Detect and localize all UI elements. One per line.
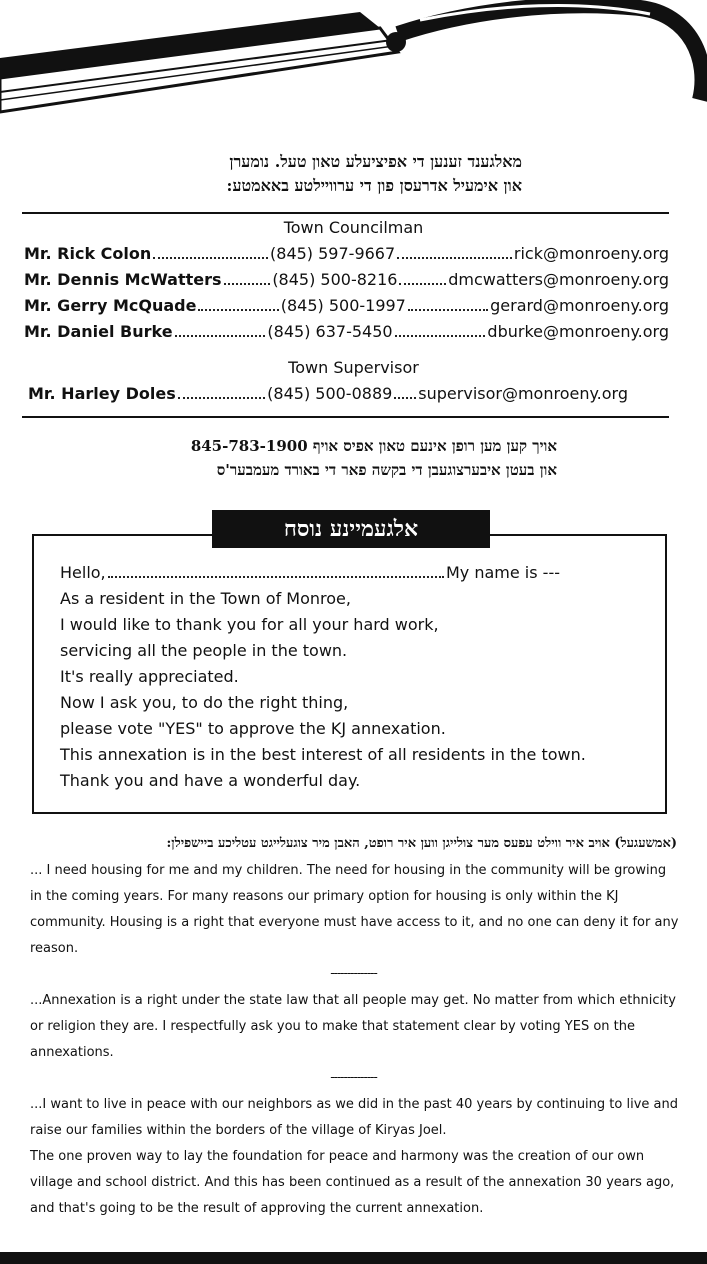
sample-paragraph: ...I want to live in peace with our neighbors as we did in the past 40 years by continuing to live and raise our families within the borders of the village of Kiryas Joel. The one proven way to lay the foundation for peace and harmony was the creation of our own village and school district. And this has been continued as a result of the annexation 30 years ago, and that's going to be the result of approving the current annexation.	[30, 1097, 678, 1216]
sample-paragraph: ...Annexation is a right under the state law that all people may get. No matter from which ethnicity or religion they are. I respectfully ask you to make that statement clear by voting YES on the annexations.	[30, 993, 676, 1060]
call-line: אויך קען מען רופן אינעם טאון אפיס אויף 845-783-1900	[190, 437, 557, 455]
member-name: Mr. Dennis McWatters	[24, 270, 222, 289]
member-email: dburke@monroeny.org	[487, 322, 670, 341]
dot-leader	[395, 323, 486, 337]
supervisor-row	[28, 384, 628, 408]
dot-leader	[408, 297, 488, 311]
hello-text: Hello,	[60, 563, 106, 582]
member-phone: (845) 500-8216	[272, 270, 398, 289]
member-phone: (845) 597-9667	[270, 244, 396, 263]
dot-leader	[153, 245, 268, 259]
council-title: Town Councilman	[283, 218, 424, 237]
divider	[22, 212, 669, 214]
council-member-row	[24, 296, 669, 320]
member-email: rick@monroeny.org	[513, 244, 670, 263]
my-name-text: My name is ---	[445, 563, 560, 582]
dot-leader	[397, 245, 512, 259]
letter-line: This annexation is in the best interest of all residents in the town.	[60, 745, 586, 764]
samples-intro-hebrew: (אמשעגעל) אויב איר ווילט עפעס מער צולייגן ווען איר רופט, האבן מיר צוגעלייגט עטליכע ביישפילן:	[166, 836, 677, 851]
intro-text-hebrew	[227, 150, 522, 198]
member-email: gerard@monroeny.org	[490, 296, 669, 315]
call-line: און בעטן איבערצוגעבן די בקשה פאר די באורד מעמבער'ס	[216, 461, 557, 479]
letter-body	[60, 560, 660, 794]
member-email: dmcwatters@monroeny.org	[448, 270, 670, 289]
bottom-border	[0, 1252, 707, 1264]
supervisor-email: supervisor@monroeny.org	[418, 384, 628, 403]
dot-leader	[178, 385, 265, 399]
member-phone: (845) 637-5450	[267, 322, 393, 341]
separator: --------------	[330, 966, 377, 980]
letter-title: אלגעמיינע נוסח	[212, 510, 490, 548]
dot-leader	[224, 271, 271, 285]
letter-line: Thank you and have a wonderful day.	[60, 771, 361, 790]
intro-line: מאלגענד זענען די אפיציעלע טאון טעל. נומערן	[229, 152, 522, 171]
member-name: Mr. Gerry McQuade	[24, 296, 197, 315]
member-name: Mr. Daniel Burke	[24, 322, 173, 341]
dot-leader	[175, 323, 266, 337]
dot-leader	[399, 271, 446, 285]
letter-greeting-line	[60, 560, 560, 586]
call-office-text-hebrew	[191, 434, 557, 482]
letter-line: servicing all the people in the town.	[60, 641, 348, 660]
letter-line: As a resident in the Town of Monroe,	[60, 589, 351, 608]
supervisor-title: Town Supervisor	[288, 358, 419, 377]
dot-leader	[394, 385, 416, 399]
name-blank	[108, 563, 444, 578]
council-member-row	[24, 244, 669, 268]
intro-line: און אימעיל אדרעסן פון די ערוויילטע באאמטע:	[226, 176, 522, 195]
member-name: Mr. Rick Colon	[24, 244, 152, 263]
supervisor-name: Mr. Harley Doles	[28, 384, 176, 403]
member-phone: (845) 500-1997	[280, 296, 406, 315]
council-member-row	[24, 322, 669, 346]
pencil-illustration	[0, 0, 707, 140]
letter-line: It's really appreciated.	[60, 667, 239, 686]
separator: --------------	[330, 1070, 377, 1084]
letter-line: please vote "YES" to approve the KJ annexation.	[60, 719, 446, 738]
supervisor-phone: (845) 500-0889	[267, 384, 393, 403]
divider	[22, 416, 669, 418]
dot-leader	[198, 297, 278, 311]
letter-line: I would like to thank you for all your hard work,	[60, 615, 439, 634]
sample-paragraph: ... I need housing for me and my children. The need for housing in the community will be growing in the coming years. For many reasons our primary option for housing is only within the KJ community. Housing is a right that everyone must have access to it, and no one can deny it for any reason.	[30, 863, 679, 956]
letter-line: Now I ask you, to do the right thing,	[60, 693, 349, 712]
council-member-row	[24, 270, 669, 294]
